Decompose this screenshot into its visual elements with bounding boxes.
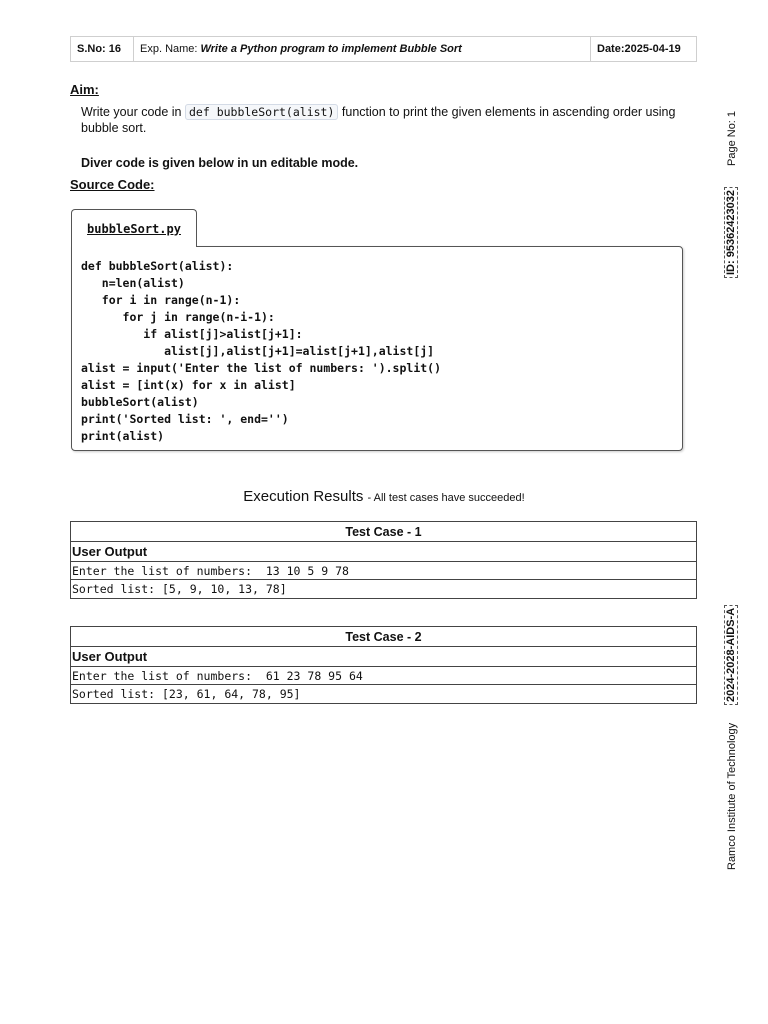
code-block [71, 246, 683, 451]
source-code-heading: Source Code: [70, 177, 155, 192]
student-id: ID: 95362423032 [724, 187, 738, 278]
driver-note: Diver code is given below in un editable mode. [81, 156, 359, 170]
test-case-title: Test Case - 1 [71, 522, 696, 542]
output-line: Sorted list: [23, 61, 64, 78, 95] [72, 687, 301, 701]
user-output-label: User Output [71, 647, 696, 667]
test-case-table [70, 521, 697, 599]
test-case-title: Test Case - 2 [71, 627, 696, 647]
test-case-table [70, 626, 697, 704]
serial-number: S.No: 16 [71, 37, 134, 61]
institute-name: Ramco Institute of Technology [726, 722, 738, 870]
user-output-label: User Output [71, 542, 696, 562]
experiment-name-prefix: Exp. Name: [140, 43, 198, 55]
output-line: Enter the list of numbers: 61 23 78 95 64 [71, 667, 696, 685]
aim-text-after: function to print the given elements in ascending order using bubble sort. [81, 105, 676, 135]
execution-results-title [0, 488, 768, 505]
experiment-name: Write a Python program to implement Bubble Sort [200, 43, 462, 55]
execution-subtitle: - All test cases have succeeded! [367, 492, 525, 504]
experiment-date: Date:2025-04-19 [597, 43, 681, 55]
file-tab[interactable]: bubbleSort.py [71, 209, 197, 247]
execution-title: Execution Results [243, 488, 364, 505]
output-line: Sorted list: [5, 9, 10, 13, 78] [72, 582, 287, 596]
experiment-header [70, 36, 697, 62]
aim-text-before: Write your code in [81, 105, 182, 119]
page-number: Page No: 1 [726, 110, 738, 166]
batch-label: 2024-2028-AIDS-A [724, 605, 738, 705]
source-code: def bubbleSort(alist): n=len(alist) for i in range(n-1): for j in range(n-i-1): if alist[j]>alist[j+1]: alist[j],alist[j+1]=alist[j+1],alist[j] alist = input('Enter the list of numbers: ').split() alist = [int(x) for x in alist] bubbleSort(alist) print('Sorted list: ', end='') print(alist) [81, 259, 442, 443]
aim-text [81, 104, 681, 136]
aim-inline-code: def bubbleSort(alist) [185, 104, 338, 120]
aim-heading: Aim: [70, 82, 99, 97]
output-line: Enter the list of numbers: 13 10 5 9 78 [71, 562, 696, 580]
experiment-name-cell [134, 37, 591, 61]
